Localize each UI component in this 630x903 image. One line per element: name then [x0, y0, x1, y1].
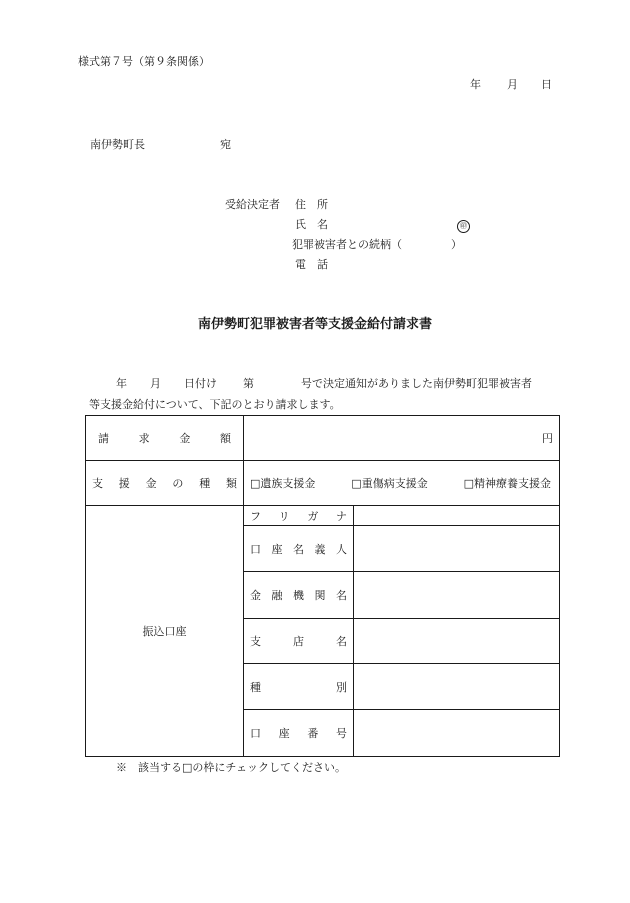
- branch-field[interactable]: [354, 619, 560, 664]
- number-label: 口 座 番 号: [244, 710, 354, 757]
- applicant-phone-label: 電 話: [295, 258, 328, 271]
- type-row: [86, 461, 560, 506]
- claim-table: [85, 415, 560, 757]
- body-no: 第: [243, 377, 254, 390]
- branch-label: 支 店 名: [244, 619, 354, 664]
- addressee-suffix: 宛: [220, 138, 231, 151]
- applicant-address-label: 住 所: [295, 198, 328, 211]
- kind-field[interactable]: [354, 664, 560, 710]
- type-options: [244, 461, 560, 506]
- applicant-relation-label: [292, 238, 462, 252]
- date-day: 日: [541, 78, 552, 91]
- relation-prefix: 犯罪被害者との続柄（: [292, 238, 402, 251]
- furigana-row: [86, 506, 560, 526]
- amount-label: 請 求 金 額: [86, 416, 244, 461]
- number-field[interactable]: [354, 710, 560, 757]
- document-title: 南伊勢町犯罪被害者等支援金給付請求書: [197, 317, 432, 332]
- furigana-field[interactable]: [354, 506, 560, 526]
- bank-label: 金 融 機 関 名: [244, 572, 354, 619]
- body-year: 年: [116, 377, 127, 390]
- type-label: 支 援 金 の 種 類: [86, 461, 244, 506]
- amount-field[interactable]: [244, 416, 560, 461]
- applicant-label: 受給決定者: [225, 198, 280, 211]
- seal-icon: ㊞: [457, 220, 470, 233]
- footnote: ※ 該当する□の枠にチェックしてください。: [116, 761, 347, 774]
- body-text-1: 号で決定通知がありました南伊勢町犯罪被害者: [301, 377, 532, 390]
- holder-label: 口 座 名 義 人: [244, 526, 354, 572]
- account-label: 振込口座: [86, 506, 244, 757]
- option-injury-checkbox[interactable]: □重傷病支援金: [351, 477, 428, 490]
- body-month: 月: [150, 377, 161, 390]
- relation-suffix: ）: [451, 238, 462, 251]
- holder-field[interactable]: [354, 526, 560, 572]
- option-mental-checkbox[interactable]: □精神療養支援金: [463, 477, 551, 490]
- date-year: 年: [470, 78, 481, 91]
- amount-row: [86, 416, 560, 461]
- addressee-name: 南伊勢町長: [90, 138, 145, 151]
- kind-label: 種 別: [244, 664, 354, 710]
- body-text-2: 等支援金給付について、下記のとおり請求します。: [89, 398, 341, 411]
- form-number: 様式第７号（第９条関係）: [78, 55, 210, 68]
- option-bereaved-checkbox[interactable]: □遺族支援金: [250, 477, 316, 490]
- bank-field[interactable]: [354, 572, 560, 619]
- seal-mark: [457, 218, 470, 233]
- furigana-label: フ リ ガ ナ: [244, 506, 354, 526]
- body-day: 日付け: [184, 377, 217, 390]
- date-month: 月: [507, 78, 518, 91]
- applicant-name-label: 氏 名: [295, 218, 328, 231]
- amount-unit: 円: [542, 432, 553, 445]
